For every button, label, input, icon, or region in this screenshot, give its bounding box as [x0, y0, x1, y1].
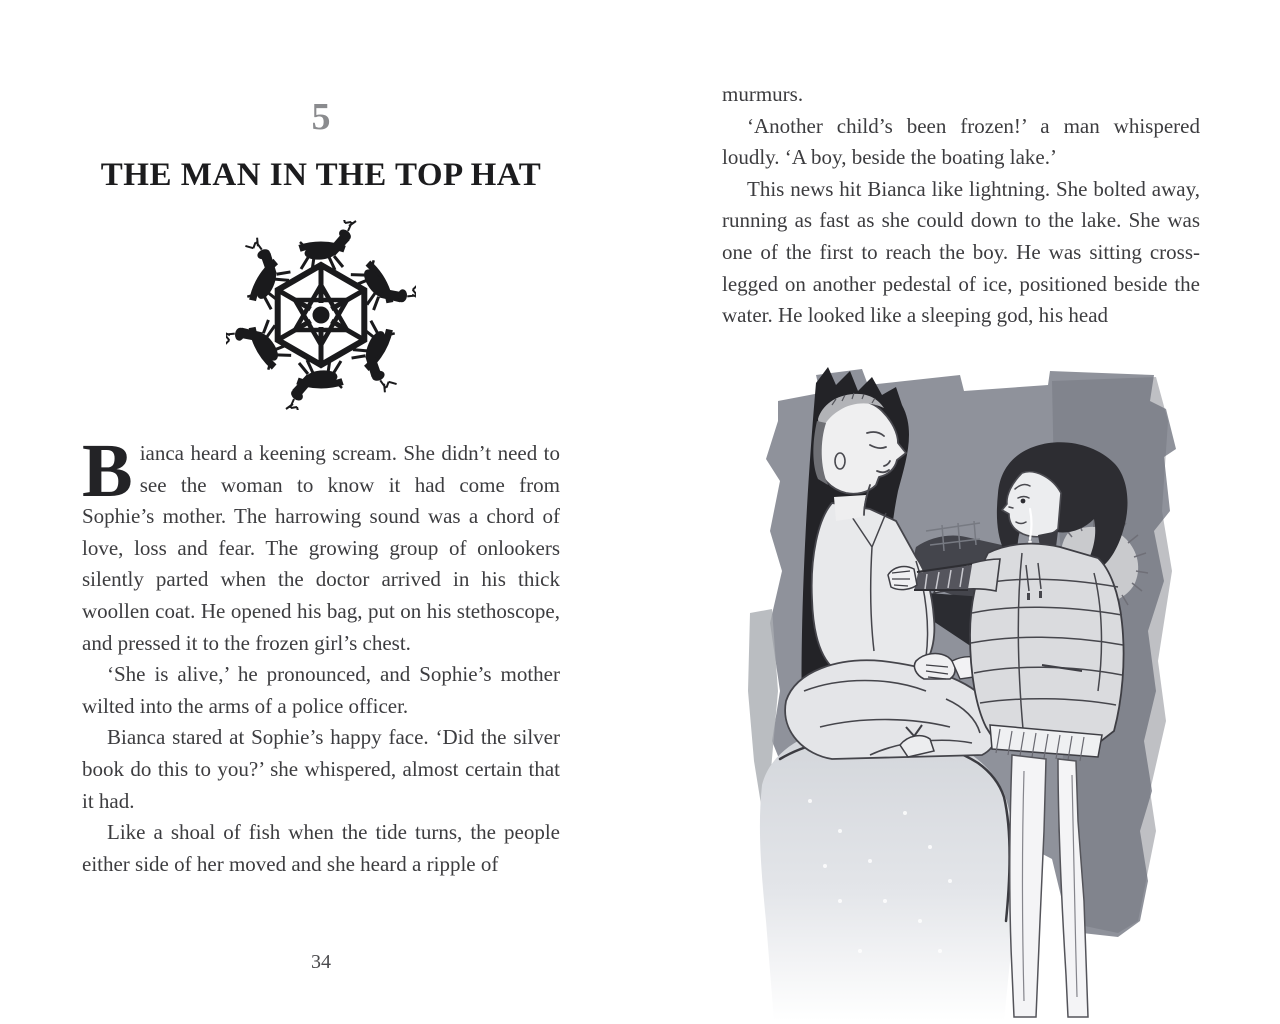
left-page-text: [82, 429, 560, 880]
paragraph: ‘She is alive,’ he pronounced, and Sophie’s mother wilted into the arms of a police officer.: [82, 662, 560, 718]
paragraph: This news hit Bianca like lightning. She bolted away, running as fast as she could down to the lake. She was one of the first to reach the boy. He was sitting cross-legged on another pedestal of ice, positioned beside the water. He looked like a sleeping god, his head: [722, 176, 1200, 328]
reindeer-snowflake-ornament: [226, 220, 416, 410]
paragraph: [82, 429, 560, 659]
ornament-wrap: [82, 220, 560, 412]
right-page: [722, 0, 1200, 1024]
chapter-illustration: [720, 361, 1220, 1021]
paragraph: murmurs.: [722, 82, 804, 106]
paragraph-text: ianca heard a keening scream. She didn’t need to see the woman to know it had come from Sophie’s mother. The harrowing sound was a chord of love, loss and fear. The growing group of onlookers silently parted when the doctor arrived in his thick woollen coat. He opened his bag, put on his stethoscope, and pressed it to the frozen girl’s chest.: [82, 441, 560, 655]
paragraph: ‘Another child’s been frozen!’ a man whispered loudly. ‘A boy, beside the boating lake.’: [722, 113, 1200, 170]
chapter-number: 5: [311, 96, 331, 138]
chapter-title: THE MAN IN THE TOP HAT: [100, 157, 542, 193]
paragraph: Bianca stared at Sophie’s happy face. ‘Did the silver book do this to you?’ she whispered, almost certain that it had.: [82, 725, 560, 813]
paragraph: Like a shoal of fish when the tide turns, the people either side of her moved and she heard a ripple of: [82, 820, 560, 876]
left-page: [82, 0, 560, 1024]
drop-cap: B: [82, 429, 133, 513]
right-page-text: [722, 79, 1200, 332]
page-number: 34: [311, 951, 331, 973]
